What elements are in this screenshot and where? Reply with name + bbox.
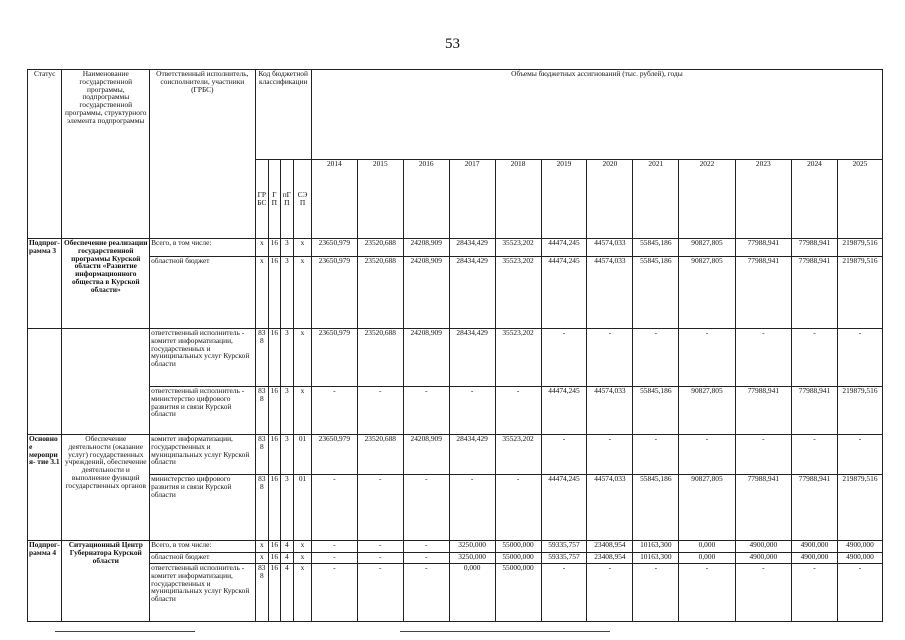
- header-code-col: ГРБС: [255, 160, 269, 239]
- row-code-gp: 16: [269, 475, 280, 541]
- row-value: 4900,000: [792, 541, 838, 553]
- row-value: -: [679, 329, 735, 387]
- row-value: 4900,000: [735, 541, 791, 553]
- row-value: -: [495, 387, 541, 435]
- header-name: Наименование государственной программы, подпрограммы государственной программы, структурного элемента подпрограммы: [62, 70, 150, 239]
- row-value: 3250,000: [449, 553, 495, 564]
- row-code-grbs: x: [255, 239, 269, 257]
- row-value: 28434,429: [449, 239, 495, 257]
- row-code-pgp: 3: [280, 475, 294, 541]
- row-value: -: [357, 541, 403, 553]
- row-value: -: [735, 435, 791, 475]
- row-value: -: [403, 387, 449, 435]
- row-value: 90827,805: [679, 475, 735, 541]
- row-name: [62, 329, 150, 435]
- table-row: [28, 564, 883, 622]
- row-value: -: [837, 329, 882, 387]
- row-value: -: [587, 435, 633, 475]
- row-value: 4900,000: [837, 553, 882, 564]
- header-code-col: ГП: [269, 160, 280, 239]
- row-value: 23650,979: [311, 329, 357, 387]
- row-code-pgp: 3: [280, 257, 294, 329]
- row-value: -: [541, 329, 587, 387]
- row-name: Обеспечение деятельности (оказание услуг) государственных учреждений, обеспечение деятельности и выполнение функций государственных органов: [62, 435, 150, 541]
- row-code-sep: 01: [294, 475, 312, 541]
- header-year: 2024: [792, 160, 838, 239]
- footer-rule: [55, 631, 195, 632]
- row-value: 35523,202: [495, 435, 541, 475]
- row-value: 0,000: [679, 541, 735, 553]
- row-value: 77988,941: [735, 257, 791, 329]
- row-value: 35523,202: [495, 329, 541, 387]
- row-value: 24208,909: [403, 435, 449, 475]
- row-value: 77988,941: [792, 387, 838, 435]
- table-row: [28, 387, 883, 435]
- row-value: 23520,688: [357, 257, 403, 329]
- row-value: 44474,245: [541, 239, 587, 257]
- row-value: 44474,245: [541, 387, 587, 435]
- row-value: 24208,909: [403, 257, 449, 329]
- row-value: 44574,033: [587, 475, 633, 541]
- row-value: 44474,245: [541, 475, 587, 541]
- header-code-col: пГП: [280, 160, 294, 239]
- row-value: -: [495, 475, 541, 541]
- row-code-gp: 16: [269, 435, 280, 475]
- row-value: -: [357, 475, 403, 541]
- row-value: 219879,516: [837, 257, 882, 329]
- row-name: Обеспечение реализации государственной программы Курской области «Развитие информационного общества в Курской области»: [62, 239, 150, 329]
- table-row: [28, 475, 883, 541]
- row-code-sep: x: [294, 541, 312, 553]
- table-header-row: [28, 70, 883, 160]
- header-year: 2016: [403, 160, 449, 239]
- header-status: Статус: [28, 70, 62, 239]
- row-value: -: [449, 387, 495, 435]
- row-value: 77988,941: [735, 239, 791, 257]
- row-value: -: [449, 475, 495, 541]
- header-year: 2017: [449, 160, 495, 239]
- row-value: -: [735, 329, 791, 387]
- row-value: -: [357, 564, 403, 622]
- header-year: 2025: [837, 160, 882, 239]
- row-value: -: [311, 387, 357, 435]
- row-value: -: [587, 564, 633, 622]
- row-value: 77988,941: [735, 475, 791, 541]
- row-value: -: [792, 435, 838, 475]
- row-value: 28434,429: [449, 257, 495, 329]
- row-code-pgp: 4: [280, 564, 294, 622]
- row-code-grbs: 838: [255, 475, 269, 541]
- header-code-col: СЭП: [294, 160, 312, 239]
- row-value: 77988,941: [792, 475, 838, 541]
- row-value: -: [357, 387, 403, 435]
- row-value: 55000,000: [495, 541, 541, 553]
- row-code-sep: x: [294, 564, 312, 622]
- row-value: 90827,805: [679, 257, 735, 329]
- row-code-gp: 16: [269, 257, 280, 329]
- row-value: 23408,954: [587, 553, 633, 564]
- row-code-pgp: 3: [280, 435, 294, 475]
- row-code-pgp: 4: [280, 541, 294, 553]
- row-code-gp: 16: [269, 329, 280, 387]
- row-value: 3250,000: [449, 541, 495, 553]
- row-value: 44574,033: [587, 239, 633, 257]
- row-status: [28, 329, 62, 435]
- header-code: Код бюджетной классификации: [255, 70, 311, 160]
- row-value: 4900,000: [792, 553, 838, 564]
- header-year: 2021: [633, 160, 679, 239]
- row-responsible: комитет информатизации, государственных и муниципальных услуг Курской области: [150, 435, 255, 475]
- budget-table: [27, 69, 883, 622]
- row-code-sep: x: [294, 387, 312, 435]
- row-value: 23520,688: [357, 239, 403, 257]
- row-value: 90827,805: [679, 387, 735, 435]
- row-code-sep: x: [294, 257, 312, 329]
- row-value: 23520,688: [357, 329, 403, 387]
- row-value: -: [403, 475, 449, 541]
- row-value: 28434,429: [449, 435, 495, 475]
- row-value: 0,000: [449, 564, 495, 622]
- row-value: 23650,979: [311, 435, 357, 475]
- row-status: Основное мероприя- тие 3.1: [28, 435, 62, 541]
- row-value: 219879,516: [837, 387, 882, 435]
- row-code-grbs: x: [255, 257, 269, 329]
- row-status: Подпрог- рамма 4: [28, 541, 62, 622]
- footer-rule: [400, 631, 610, 632]
- row-code-grbs: 838: [255, 435, 269, 475]
- row-value: -: [403, 564, 449, 622]
- row-status: Подпрог- рамма 3: [28, 239, 62, 329]
- row-code-sep: x: [294, 329, 312, 387]
- row-value: 219879,516: [837, 239, 882, 257]
- row-value: -: [633, 564, 679, 622]
- row-value: -: [837, 564, 882, 622]
- row-code-gp: 16: [269, 564, 280, 622]
- row-value: 55845,186: [633, 239, 679, 257]
- row-value: -: [735, 564, 791, 622]
- table-row: [28, 329, 883, 387]
- row-value: 35523,202: [495, 257, 541, 329]
- header-volumes: Объемы бюджетных ассигнований (тыс. рублей), годы: [311, 70, 882, 160]
- row-responsible: министерство цифрового развития и связи Курской области: [150, 475, 255, 541]
- header-year: 2020: [587, 160, 633, 239]
- row-value: 77988,941: [735, 387, 791, 435]
- row-code-sep: 01: [294, 435, 312, 475]
- row-value: -: [633, 329, 679, 387]
- row-value: -: [311, 564, 357, 622]
- row-value: 77988,941: [792, 257, 838, 329]
- row-code-gp: 16: [269, 239, 280, 257]
- row-value: -: [837, 435, 882, 475]
- row-value: 0,000: [679, 553, 735, 564]
- row-value: 55845,186: [633, 387, 679, 435]
- row-responsible: Всего, в том числе:: [150, 541, 255, 553]
- header-year: 2014: [311, 160, 357, 239]
- row-value: -: [587, 329, 633, 387]
- row-code-grbs: 838: [255, 387, 269, 435]
- header-responsible: Ответственный исполнитель, соисполнители, участники (ГРБС): [150, 70, 255, 239]
- row-value: 55000,000: [495, 564, 541, 622]
- row-responsible: ответственный исполнитель - министерство цифрового развития и связи Курской области: [150, 387, 255, 435]
- row-responsible: ответственный исполнитель - комитет информатизации, государственных и муниципальных услуг Курской области: [150, 564, 255, 622]
- row-value: 90827,805: [679, 239, 735, 257]
- row-code-gp: 16: [269, 541, 280, 553]
- row-responsible: ответственный исполнитель - комитет информатизации, государственных и муниципальных услуг Курской области: [150, 329, 255, 387]
- row-value: -: [311, 541, 357, 553]
- header-year: 2019: [541, 160, 587, 239]
- row-value: 59335,757: [541, 541, 587, 553]
- row-value: -: [311, 553, 357, 564]
- row-value: 55845,186: [633, 257, 679, 329]
- row-code-grbs: x: [255, 541, 269, 553]
- row-code-grbs: x: [255, 553, 269, 564]
- row-responsible: областной бюджет: [150, 553, 255, 564]
- row-value: -: [311, 475, 357, 541]
- row-value: 28434,429: [449, 329, 495, 387]
- row-code-sep: x: [294, 239, 312, 257]
- table-row: [28, 239, 883, 257]
- row-code-pgp: 3: [280, 239, 294, 257]
- row-value: -: [541, 435, 587, 475]
- row-code-grbs: 838: [255, 564, 269, 622]
- row-value: -: [792, 564, 838, 622]
- row-value: -: [679, 435, 735, 475]
- row-value: -: [679, 564, 735, 622]
- row-code-grbs: 838: [255, 329, 269, 387]
- row-value: 77988,941: [792, 239, 838, 257]
- table-row: [28, 553, 883, 564]
- row-value: 55000,000: [495, 553, 541, 564]
- row-value: -: [357, 553, 403, 564]
- row-code-pgp: 3: [280, 329, 294, 387]
- row-code-pgp: 4: [280, 553, 294, 564]
- row-value: -: [792, 329, 838, 387]
- row-value: 59335,757: [541, 553, 587, 564]
- row-code-sep: x: [294, 553, 312, 564]
- row-value: 10163,300: [633, 553, 679, 564]
- header-year: 2023: [735, 160, 791, 239]
- page-number: 53: [445, 36, 460, 52]
- table-row: [28, 435, 883, 475]
- row-value: 44474,245: [541, 257, 587, 329]
- row-responsible: Всего, в том числе:: [150, 239, 255, 257]
- row-code-gp: 16: [269, 387, 280, 435]
- row-value: 23520,688: [357, 435, 403, 475]
- row-value: 44574,033: [587, 257, 633, 329]
- row-responsible: областной бюджет: [150, 257, 255, 329]
- row-value: 24208,909: [403, 239, 449, 257]
- row-value: 4900,000: [837, 541, 882, 553]
- row-value: -: [403, 553, 449, 564]
- row-value: 55845,186: [633, 475, 679, 541]
- row-value: 23650,979: [311, 257, 357, 329]
- row-value: 219879,516: [837, 475, 882, 541]
- row-value: 10163,300: [633, 541, 679, 553]
- row-value: 23408,954: [587, 541, 633, 553]
- table-row: [28, 541, 883, 553]
- row-code-pgp: 3: [280, 387, 294, 435]
- row-value: 44574,033: [587, 387, 633, 435]
- row-value: 4900,000: [735, 553, 791, 564]
- row-value: 23650,979: [311, 239, 357, 257]
- header-year: 2018: [495, 160, 541, 239]
- row-value: -: [403, 541, 449, 553]
- header-year: 2022: [679, 160, 735, 239]
- row-value: 35523,202: [495, 239, 541, 257]
- row-value: -: [541, 564, 587, 622]
- row-code-gp: 16: [269, 553, 280, 564]
- header-year: 2015: [357, 160, 403, 239]
- table-row: [28, 257, 883, 329]
- row-value: 24208,909: [403, 329, 449, 387]
- row-value: -: [633, 435, 679, 475]
- row-name: Ситуационный Центр Губернатора Курской области: [62, 541, 150, 622]
